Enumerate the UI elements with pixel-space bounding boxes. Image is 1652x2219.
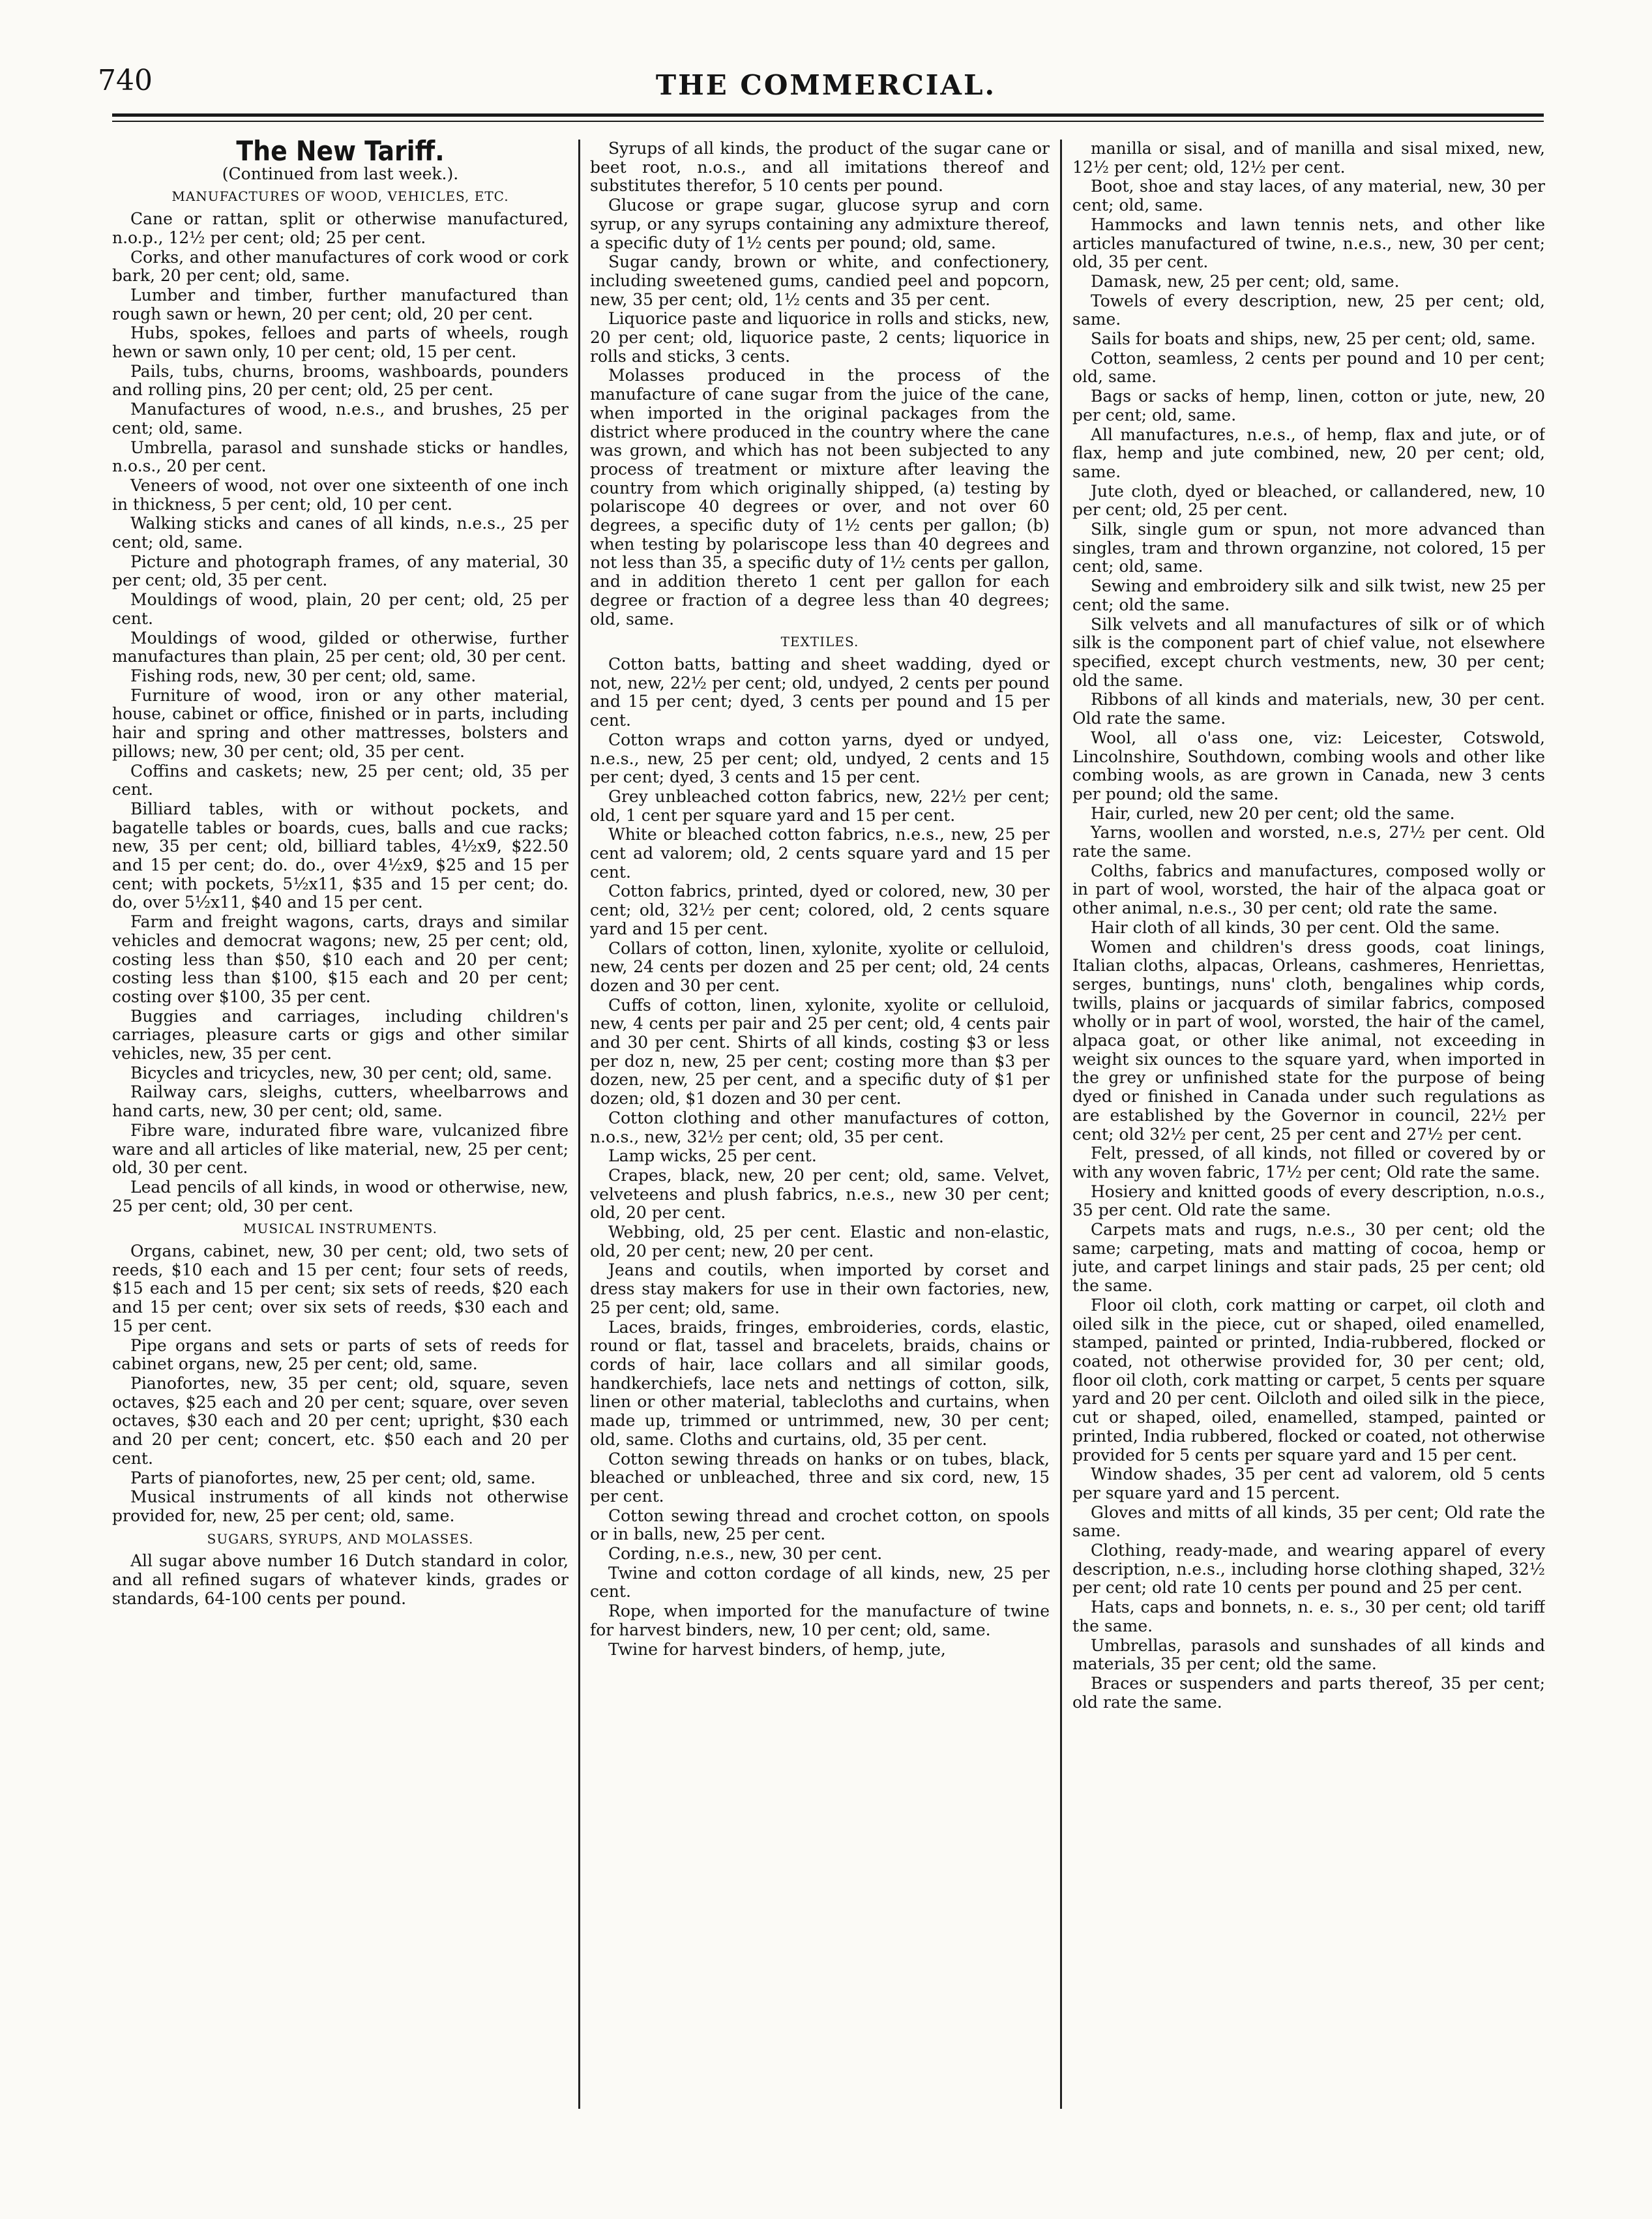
column-divider-1 [578, 140, 580, 2109]
tariff-paragraph: Musical instruments of all kinds not otherwise provided for, new, 25 per cent; old, same. [112, 1487, 568, 1525]
tariff-paragraph: Cuffs of cotton, linen, xylonite, xyolite or celluloid, new, 4 cents per pair and 25 per cent; old, 4 cents pair and 30 per cent. Shirts of all kinds, costing $3 or less per doz n, new, 25 per cent; costing more than $3 per dozen, new, 25 per cent, and a specific duty of $1 per dozen; old, $1 dozen and 30 per cent. [590, 995, 1050, 1109]
tariff-paragraph: Cane or rattan, split or otherwise manufactured, n.o.p., 12½ per cent; old; 25 per cent. [112, 209, 568, 247]
tariff-paragraph: Rope, when imported for the manufacture of twine for harvest binders, new, 10 per cent; old, same. [590, 1601, 1050, 1639]
tariff-paragraph: Fishing rods, new, 30 per cent; old, same. [130, 666, 477, 685]
tariff-paragraph: Cotton, seamless, 2 cents per pound and 10 per cent; old, same. [1072, 348, 1545, 387]
tariff-paragraph: Jute cloth, dyed or bleached, or callandered, new, 10 per cent; old, 25 per cent. [1072, 481, 1545, 520]
tariff-paragraph: Laces, braids, fringes, embroideries, cords, elastic, round or flat, tassel and bracelets, braids, chains or cords of hair, lace collars and all similar goods, handkerchiefs, lace nets and nettings of cotton, silk, linen or other material, tablecloths and curtains, when made up, trimmed or untrimmed, new, 30 per cent; old, same. Cloths and curtains, old, 35 per cent. [590, 1317, 1050, 1449]
tariff-paragraph: Hats, caps and bonnets, n. e. s., 30 per cent; old tariff the same. [1072, 1598, 1545, 1635]
tariff-paragraph: Pipe organs and sets or parts of sets of reeds for cabinet organs, new, 25 per cent; old, same. [112, 1335, 568, 1374]
tariff-paragraph: Floor oil cloth, cork matting or carpet, oil cloth and oiled silk in the piece, cut or shaped, oiled enamelled, stamped, painted or printed, India-rubbered, flocked or coated, not otherwise provided for, 30 per cent; old, floor oil cloth, cork matting or carpet, 5 cents per square yard and 20 per cent. Oilcloth and oiled silk in the piece, cut or shaped, oiled, enamelled, stamped, painted or printed, India rubbered, flocked or coated, not otherwise provided for 5 cents per square yard and 15 per cent. [1072, 1295, 1545, 1465]
tariff-paragraph: Billiard tables, with or without pockets, and bagatelle tables or boards, cues, balls and cue racks; new, 35 per cent; old, billiard tables, 4½x9, $22.50 and 15 per cent; do. do., over 4½x9, $25 and 15 per cent; with pockets, 5½x11, $35 and 15 per cent; do. do, over 5½x11, $40 and 15 per cent. [112, 799, 568, 912]
tariff-paragraph: Molasses produced in the process of the manufacture of cane sugar from the juice of the cane, when imported in the original packages from the district where produced in the country where the cane was grown, and which has not been subjected to any process of treatment or mixture after leaving the country from which originally shipped, (a) testing by polariscope 40 degrees or over, and not over 60 degrees, a specific duty of 1½ cents per gallon; (b) when testing by polariscope less than 40 degrees and not less than 35, a specific duty of 1½ cents per gallon, and in addition thereto 1 cent per gallon for each degree or fraction of a degree less than 40 degrees; old, same. [590, 366, 1050, 629]
column-2 [590, 140, 1050, 2109]
tariff-paragraph: Wool, all o'ass one, viz: Leicester, Cotswold, Lincolnshire, Southdown, combing wools and other like combing wools, as are grown in Canada, new 3 cents per pound; old the same. [1072, 728, 1545, 803]
section-heading: SUGARS, SYRUPS, AND MOLASSES. [207, 1530, 474, 1547]
tariff-paragraph: Glucose or grape sugar, glucose syrup and corn syrup, or any syrups containing any admixture thereof, a specific duty of 1½ cents per pound; old, same. [590, 196, 1050, 252]
tariff-paragraph: Pianofortes, new, 35 per cent; old, square, seven octaves, $25 each and 20 per cent; square, over seven octaves, $30 each and 20 per cent; upright, $30 each and 20 per cent; concert, etc. $50 each and 20 per cent. [112, 1374, 568, 1468]
tariff-paragraph: Sails for boats and ships, new, 25 per cent; old, same. [1091, 329, 1536, 349]
tariff-paragraph: Lumber and timber, further manufactured than rough sawn or hewn, 20 per cent; old, 20 per cent. [112, 285, 568, 323]
tariff-paragraph: Women and children's dress goods, coat linings, Italian cloths, alpacas, Orleans, cashmeres, Henriettas, serges, buntings, nuns' cloth, bengalines whip cords, twills, plains or jacquards of similar fabrics, composed wholly or in part of wool, worsted, the hair of the camel, alpaca goat, or other like animal, not exceeding in weight six ounces to the square yard, when imported in the grey or unfinished state for the purpose of being dyed or finished in Canada under such regulations as are established by the Governor in council, 22½ per cent; old 32½ per cent, 25 per cent and 27½ per cent. [1072, 937, 1545, 1144]
tariff-paragraph: Webbing, old, 25 per cent. Elastic and non-elastic, old, 20 per cent; new, 20 per cent. [590, 1223, 1050, 1260]
tariff-paragraph: Liquorice paste and liquorice in rolls and sticks, new, 20 per cent; old, liquorice paste, 2 cents; liquorice in rolls and sticks, 3 cents. [590, 309, 1050, 366]
column-1 [112, 140, 568, 2109]
section-heading: MANUFACTURES OF WOOD, VEHICLES, ETC. [171, 188, 509, 205]
tariff-paragraph: Coffins and caskets; new, 25 per cent; old, 35 per cent. [112, 761, 568, 799]
tariff-paragraph: Collars of cotton, linen, xylonite, xyolite or celluloid, new, 24 cents per dozen and 25 per cent; old, 24 cents dozen and 30 per cent. [590, 938, 1050, 995]
tariff-paragraph: manilla or sisal, and of manilla and sisal mixed, new, 12½ per cent; old, 12½ per cent. [1072, 140, 1545, 177]
tariff-paragraph: White or bleached cotton fabrics, n.e.s., new, 25 per cent ad valorem; old, 2 cents square yard and 15 per cent. [590, 825, 1050, 882]
tariff-paragraph: Cotton batts, batting and sheet wadding, dyed or not, new, 22½ per cent; old, undyed, 2 cents per pound and 15 per cent; dyed, 3 cents per pound and 15 per cent. [590, 654, 1050, 730]
tariff-paragraph: Silk velvets and all manufactures of silk or of which silk is the component part of chief value, not elsewhere specified, except church vestments, new, 30 per cent; old the same. [1072, 614, 1545, 690]
tariff-paragraph: All manufactures, n.e.s., of hemp, flax and jute, or of flax, hemp and jute combined, new, 20 per cent; old, same. [1072, 424, 1545, 481]
masthead-rule-thin [112, 121, 1544, 122]
tariff-paragraph: Buggies and carriages, including children's carriages, pleasure carts or gigs and other similar vehicles, new, 35 per cent. [112, 1006, 568, 1064]
tariff-paragraph: Felt, pressed, of all kinds, not filled or covered by or with any woven fabric, 17½ per cent; Old rate the same. [1072, 1144, 1545, 1182]
tariff-paragraph: Farm and freight wagons, carts, drays and similar vehicles and democrat wagons; new, 25 per cent; old, costing less than $50, $10 each and 20 per cent; costing less than $100, $15 each and 20 per cent; costing over $100, 35 per cent. [112, 912, 568, 1006]
tariff-paragraph: Grey unbleached cotton fabrics, new, 22½ per cent; old, 1 cent per square yard and 15 per cent. [590, 786, 1050, 825]
tariff-paragraph: Twine for harvest binders, of hemp, jute, [608, 1639, 946, 1659]
section-heading: TEXTILES. [780, 634, 859, 650]
masthead-rule-thick [112, 113, 1544, 117]
tariff-paragraph: Bicycles and tricycles, new, 30 per cent; old, same. [130, 1063, 552, 1082]
tariff-paragraph: Syrups of all kinds, the product of the sugar cane or beet root, n.o.s., and all imitations thereof and substitutes therefor, 5 10 cents per pound. [590, 140, 1050, 196]
column-3 [1072, 140, 1545, 2109]
tariff-paragraph: Railway cars, sleighs, cutters, wheelbarrows and hand carts, new, 30 per cent; old, same. [112, 1082, 568, 1121]
tariff-paragraph: Cotton wraps and cotton yarns, dyed or undyed, n.e.s., new, 25 per cent; old, undyed, 2 cents and 15 per cent; dyed, 3 cents and 15 per cent. [590, 730, 1050, 787]
tariff-paragraph: Corks, and other manufactures of cork wood or cork bark, 20 per cent; old, same. [112, 247, 568, 286]
tariff-paragraph: Damask, new, 25 per cent; old, same. [1091, 271, 1400, 291]
article-title: The New Tariff. [236, 140, 445, 167]
tariff-paragraph: Veneers of wood, not over one sixteenth of one inch in thickness, 5 per cent; old, 10 per cent. [112, 475, 568, 514]
tariff-paragraph: Jeans and coutils, when imported by corset and dress stay makers for use in their own factories, new, 25 per cent; old, same. [590, 1260, 1050, 1317]
masthead: THE COMMERCIAL. [655, 69, 997, 101]
tariff-paragraph: Organs, cabinet, new, 30 per cent; old, two sets of reeds, $10 each and 15 per cent; four sets of reeds, $15 each and 15 per cent; six sets of reeds, $20 each and 15 per cent; over six sets of reeds, $30 each and 15 per cent. [112, 1242, 568, 1335]
tariff-paragraph: Yarns, woollen and worsted, n.e.s, 27½ per cent. Old rate the same. [1072, 823, 1545, 861]
tariff-paragraph: Mouldings of wood, plain, 20 per cent; old, 25 per cent. [112, 590, 568, 628]
tariff-paragraph: Fibre ware, indurated fibre ware, vulcanized fibre ware and all articles of like material, new, 25 per cent; old, 30 per cent. [112, 1120, 568, 1178]
tariff-paragraph: Cotton sewing thread and crochet cotton, on spools or in balls, new, 25 per cent. [590, 1506, 1050, 1544]
tariff-paragraph: Cotton clothing and other manufactures of cotton, n.o.s., new, 32½ per cent; old, 35 per cent. [590, 1108, 1050, 1146]
tariff-paragraph: Colths, fabrics and manufactures, composed wolly or in part of wool, worsted, the hair of the alpaca goat or other animal, n.e.s., 30 per cent; old rate the same. [1072, 861, 1545, 918]
tariff-paragraph: Furniture of wood, iron or any other material, house, cabinet or office, finished or in parts, including hair and spring and other mattresses, bolsters and pillows; new, 30 per cent; old, 35 per cent. [112, 685, 568, 761]
section-heading: MUSICAL INSTRUMENTS. [243, 1221, 437, 1237]
tariff-paragraph: Braces or suspenders and parts thereof, 35 per cent; old rate the same. [1072, 1673, 1545, 1712]
tariff-paragraph: Hair, curled, new 20 per cent; old the same. [1091, 803, 1455, 823]
tariff-paragraph: Umbrella, parasol and sunshade sticks or handles, n.o.s., 20 per cent. [112, 438, 568, 476]
column-divider-2 [1060, 140, 1062, 2109]
tariff-paragraph: Walking sticks and canes of all kinds, n.e.s., 25 per cent; old, same. [112, 514, 568, 552]
tariff-paragraph: Hubs, spokes, felloes and parts of wheels, rough hewn or sawn only, 10 per cent; old, 15 per cent. [112, 323, 568, 362]
tariff-paragraph: Towels of every description, new, 25 per cent; old, same. [1072, 291, 1545, 329]
tariff-paragraph: Window shades, 35 per cent ad valorem, old 5 cents per square yard and 15 percent. [1072, 1465, 1545, 1502]
tariff-paragraph: Pails, tubs, churns, brooms, washboards, pounders and rolling pins, 20 per cent; old, 25 per cent. [112, 361, 568, 400]
tariff-paragraph: Hammocks and lawn tennis nets, and other like articles manufactured of twine, n.e.s., new, 30 per cent; old, 35 per cent. [1072, 215, 1545, 272]
tariff-paragraph: Sewing and embroidery silk and silk twist, new 25 per cent; old the same. [1072, 576, 1545, 614]
article-subtitle: (Continued from last week.). [222, 164, 459, 183]
tariff-paragraph: Lamp wicks, 25 per cent. [608, 1146, 817, 1166]
tariff-paragraph: Clothing, ready-made, and wearing apparel of every description, n.e.s., including horse clothing shaped, 32½ per cent; old rate 10 cents per pound and 25 per cent. [1072, 1541, 1545, 1598]
tariff-paragraph: Picture and photograph frames, of any material, 30 per cent; old, 35 per cent. [112, 552, 568, 590]
tariff-paragraph: Hosiery and knitted goods of every description, n.o.s., 35 per cent. Old rate the same. [1072, 1182, 1545, 1220]
tariff-paragraph: Sugar candy, brown or white, and confectionery, including sweetened gums, candied peel and popcorn, new, 35 per cent; old, 1½ cents and 35 per cent. [590, 252, 1050, 309]
tariff-paragraph: Manufactures of wood, n.e.s., and brushes, 25 per cent; old, same. [112, 400, 568, 438]
tariff-paragraph: Cotton fabrics, printed, dyed or colored, new, 30 per cent; old, 32½ per cent; colored, old, 2 cents square yard and 15 per cent. [590, 882, 1050, 938]
tariff-paragraph: Cording, n.e.s., new, 30 per cent. [608, 1544, 883, 1564]
tariff-paragraph: All sugar above number 16 Dutch standard in color, and all refined sugars of whatever kinds, grades or standards, 64-100 cents per pound. [112, 1551, 568, 1608]
tariff-paragraph: Carpets mats and rugs, n.e.s., 30 per cent; old the same; carpeting, mats and matting of cocoa, hemp or jute, and carpet linings and stair pads, 25 per cent; old the same. [1072, 1220, 1545, 1296]
tariff-paragraph: Boot, shoe and stay laces, of any material, new, 30 per cent; old, same. [1072, 177, 1545, 215]
tariff-paragraph: Hair cloth of all kinds, 30 per cent. Old the same. [1091, 917, 1500, 937]
tariff-paragraph: Bags or sacks of hemp, linen, cotton or jute, new, 20 per cent; old, same. [1072, 387, 1545, 424]
tariff-paragraph: Lead pencils of all kinds, in wood or otherwise, new, 25 per cent; old, 30 per cent. [112, 1177, 568, 1215]
tariff-paragraph: Crapes, black, new, 20 per cent; old, same. Velvet, velveteens and plush fabrics, n.e.s., new 30 per cent; old, 20 per cent. [590, 1165, 1050, 1223]
tariff-paragraph: Umbrellas, parasols and sunshades of all kinds and materials, 35 per cent; old the same. [1072, 1635, 1545, 1674]
tariff-paragraph: Cotton sewing threads on hanks or on tubes, black, bleached or unbleached, three and six cord, new, 15 per cent. [590, 1449, 1050, 1506]
tariff-paragraph: Parts of pianofortes, new, 25 per cent; old, same. [130, 1468, 536, 1487]
page-number: 740 [98, 64, 153, 97]
tariff-paragraph: Mouldings of wood, gilded or otherwise, further manufactures than plain, 25 per cent; old, 30 per cent. [112, 628, 568, 666]
tariff-paragraph: Gloves and mitts of all kinds, 35 per cent; Old rate the same. [1072, 1502, 1545, 1541]
tariff-paragraph: Ribbons of all kinds and materials, new, 30 per cent. Old rate the same. [1072, 690, 1545, 728]
tariff-paragraph: Silk, single gum or spun, not more advanced than singles, tram and thrown organzine, not colored, 15 per cent; old, same. [1072, 520, 1545, 576]
tariff-paragraph: Twine and cotton cordage of all kinds, new, 25 per cent. [590, 1563, 1050, 1601]
